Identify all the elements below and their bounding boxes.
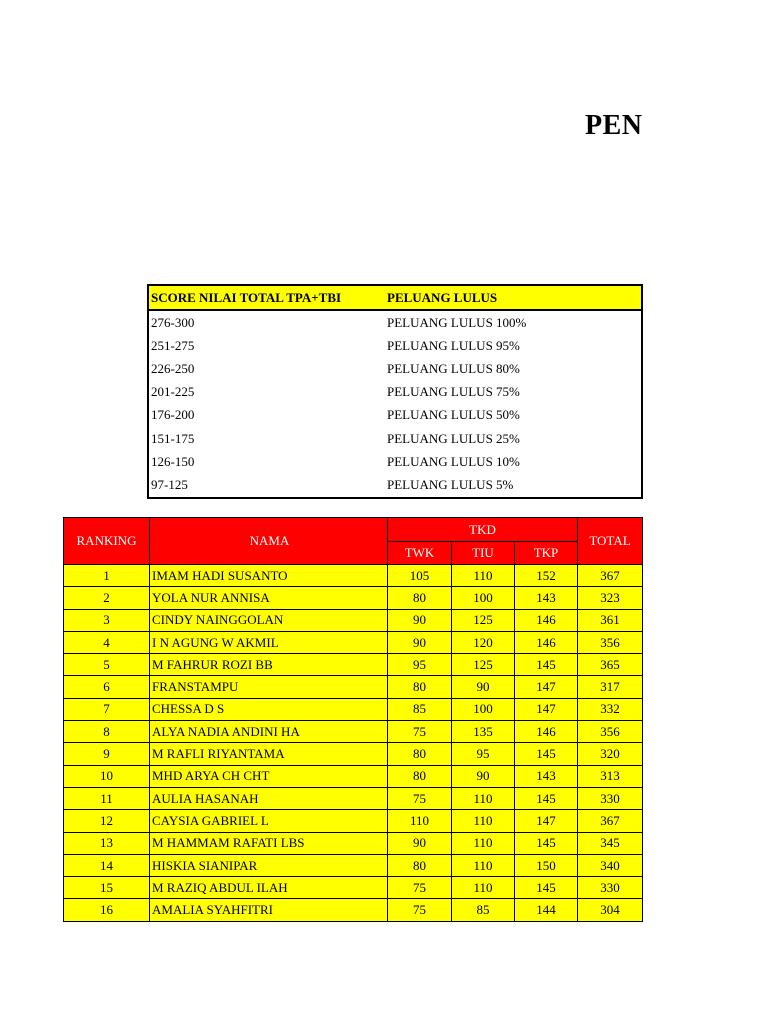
rank-cell: 3 — [64, 609, 150, 631]
peluang-lulus: PELUANG LULUS 50% — [387, 407, 520, 423]
total-cell: 330 — [578, 787, 643, 809]
score-range: 251-275 — [151, 337, 195, 353]
tkp-cell: 145 — [515, 877, 578, 899]
twk-cell: 110 — [388, 810, 452, 832]
twk-cell: 80 — [388, 765, 452, 787]
twk-cell: 85 — [388, 698, 452, 720]
twk-cell: 80 — [388, 854, 452, 876]
score-range: 226-250 — [151, 360, 195, 376]
rank-cell: 15 — [64, 877, 150, 899]
score-range: 176-200 — [151, 407, 195, 423]
twk-cell: 75 — [388, 721, 452, 743]
table-row — [64, 698, 643, 720]
table-row — [64, 787, 643, 809]
tkp-cell: 144 — [515, 899, 578, 921]
nama-cell: CINDY NAINGGOLAN — [150, 609, 388, 631]
tiu-cell: 90 — [452, 676, 515, 698]
tiu-cell: 95 — [452, 743, 515, 765]
nama-cell: CAYSIA GABRIEL L — [150, 810, 388, 832]
tkp-cell: 143 — [515, 587, 578, 609]
score-range: 276-300 — [151, 314, 195, 330]
score-range: 97-125 — [151, 476, 188, 492]
table-row — [64, 832, 643, 854]
twk-cell: 95 — [388, 654, 452, 676]
page-title: PEN — [585, 110, 643, 141]
total-cell: 361 — [578, 609, 643, 631]
tkp-cell: 146 — [515, 721, 578, 743]
score-range: 126-150 — [151, 453, 195, 469]
score-row — [149, 473, 641, 496]
peluang-lulus: PELUANG LULUS 75% — [387, 384, 520, 400]
twk-cell: 75 — [388, 899, 452, 921]
tkp-cell: 145 — [515, 743, 578, 765]
tiu-cell: 110 — [452, 832, 515, 854]
score-table-body — [149, 311, 641, 497]
tkp-cell: 145 — [515, 787, 578, 809]
rank-cell: 14 — [64, 854, 150, 876]
nama-cell: ALYA NADIA ANDINI HA — [150, 721, 388, 743]
tkd-header: TKD — [388, 518, 578, 542]
tiu-cell: 135 — [452, 721, 515, 743]
rank-cell: 13 — [64, 832, 150, 854]
total-cell: 356 — [578, 631, 643, 653]
rank-cell: 8 — [64, 721, 150, 743]
total-cell: 367 — [578, 565, 643, 587]
total-cell: 320 — [578, 743, 643, 765]
table-row — [64, 676, 643, 698]
tiu-cell: 110 — [452, 854, 515, 876]
tiu-cell: 110 — [452, 787, 515, 809]
score-header-score: SCORE NILAI TOTAL TPA+TBI — [151, 289, 342, 305]
table-row — [64, 609, 643, 631]
total-cell: 340 — [578, 854, 643, 876]
twk-cell: 75 — [388, 877, 452, 899]
twk-cell: 90 — [388, 609, 452, 631]
twk-cell: 80 — [388, 676, 452, 698]
rank-cell: 11 — [64, 787, 150, 809]
tiu-cell: 120 — [452, 631, 515, 653]
twk-cell: 80 — [388, 743, 452, 765]
rank-cell: 4 — [64, 631, 150, 653]
score-table — [147, 284, 643, 499]
rank-cell: 7 — [64, 698, 150, 720]
twk-cell: 105 — [388, 565, 452, 587]
table-row — [64, 854, 643, 876]
nama-cell: IMAM HADI SUSANTO — [150, 565, 388, 587]
tiu-cell: 90 — [452, 765, 515, 787]
table-row — [64, 631, 643, 653]
nama-cell: HISKIA SIANIPAR — [150, 854, 388, 876]
score-row — [149, 334, 641, 357]
nama-cell: AMALIA SYAHFITRI — [150, 899, 388, 921]
nama-cell: FRANSTAMPU — [150, 676, 388, 698]
tkp-header: TKP — [515, 542, 578, 565]
twk-header: TWK — [388, 542, 452, 565]
table-row — [64, 899, 643, 921]
score-range: 151-175 — [151, 430, 195, 446]
rank-cell: 10 — [64, 765, 150, 787]
peluang-lulus: PELUANG LULUS 80% — [387, 360, 520, 376]
total-header: TOTAL — [578, 518, 643, 565]
rank-cell: 9 — [64, 743, 150, 765]
nama-cell: M HAMMAM RAFATI LBS — [150, 832, 388, 854]
total-cell: 365 — [578, 654, 643, 676]
twk-cell: 75 — [388, 787, 452, 809]
peluang-lulus: PELUANG LULUS 25% — [387, 430, 520, 446]
tiu-cell: 100 — [452, 587, 515, 609]
rank-cell: 12 — [64, 810, 150, 832]
rank-cell: 6 — [64, 676, 150, 698]
tkp-cell: 146 — [515, 609, 578, 631]
tiu-header: TIU — [452, 542, 515, 565]
rank-cell: 5 — [64, 654, 150, 676]
total-cell: 313 — [578, 765, 643, 787]
rank-cell: 16 — [64, 899, 150, 921]
nama-cell: MHD ARYA CH CHT — [150, 765, 388, 787]
total-cell: 356 — [578, 721, 643, 743]
rank-cell: 2 — [64, 587, 150, 609]
score-table-header — [149, 286, 641, 311]
table-row — [64, 877, 643, 899]
nama-cell: M FAHRUR ROZI BB — [150, 654, 388, 676]
twk-cell: 90 — [388, 832, 452, 854]
tkp-cell: 152 — [515, 565, 578, 587]
tiu-cell: 110 — [452, 565, 515, 587]
ranking-table — [63, 517, 643, 922]
nama-cell: M RAZIQ ABDUL ILAH — [150, 877, 388, 899]
nama-cell: YOLA NUR ANNISA — [150, 587, 388, 609]
ranking-header: RANKING — [64, 518, 150, 565]
total-cell: 317 — [578, 676, 643, 698]
tkp-cell: 147 — [515, 698, 578, 720]
nama-cell: AULIA HASANAH — [150, 787, 388, 809]
nama-header: NAMA — [150, 518, 388, 565]
rank-cell: 1 — [64, 565, 150, 587]
tiu-cell: 100 — [452, 698, 515, 720]
score-row — [149, 311, 641, 334]
tiu-cell: 85 — [452, 899, 515, 921]
peluang-lulus: PELUANG LULUS 100% — [387, 314, 527, 330]
total-cell: 367 — [578, 810, 643, 832]
twk-cell: 80 — [388, 587, 452, 609]
peluang-lulus: PELUANG LULUS 10% — [387, 453, 520, 469]
score-range: 201-225 — [151, 384, 195, 400]
table-row — [64, 765, 643, 787]
tkp-cell: 147 — [515, 810, 578, 832]
tiu-cell: 125 — [452, 609, 515, 631]
score-row — [149, 381, 641, 404]
table-row — [64, 721, 643, 743]
nama-cell: M RAFLI RIYANTAMA — [150, 743, 388, 765]
score-header-peluang: PELUANG LULUS — [387, 289, 498, 305]
table-row — [64, 654, 643, 676]
tkp-cell: 143 — [515, 765, 578, 787]
table-row — [64, 565, 643, 587]
tkp-cell: 145 — [515, 832, 578, 854]
tiu-cell: 125 — [452, 654, 515, 676]
total-cell: 323 — [578, 587, 643, 609]
score-row — [149, 450, 641, 473]
score-row — [149, 357, 641, 380]
twk-cell: 90 — [388, 631, 452, 653]
table-row — [64, 587, 643, 609]
total-cell: 330 — [578, 877, 643, 899]
table-row — [64, 810, 643, 832]
ranking-header-row — [64, 518, 643, 542]
total-cell: 304 — [578, 899, 643, 921]
tkp-cell: 146 — [515, 631, 578, 653]
total-cell: 345 — [578, 832, 643, 854]
table-row — [64, 743, 643, 765]
nama-cell: I N AGUNG W AKMIL — [150, 631, 388, 653]
score-row — [149, 404, 641, 427]
tkp-cell: 150 — [515, 854, 578, 876]
tiu-cell: 110 — [452, 810, 515, 832]
peluang-lulus: PELUANG LULUS 95% — [387, 337, 520, 353]
nama-cell: CHESSA D S — [150, 698, 388, 720]
total-cell: 332 — [578, 698, 643, 720]
tkp-cell: 145 — [515, 654, 578, 676]
score-row — [149, 427, 641, 450]
peluang-lulus: PELUANG LULUS 5% — [387, 476, 514, 492]
tkp-cell: 147 — [515, 676, 578, 698]
tiu-cell: 110 — [452, 877, 515, 899]
ranking-table-body — [64, 565, 643, 922]
